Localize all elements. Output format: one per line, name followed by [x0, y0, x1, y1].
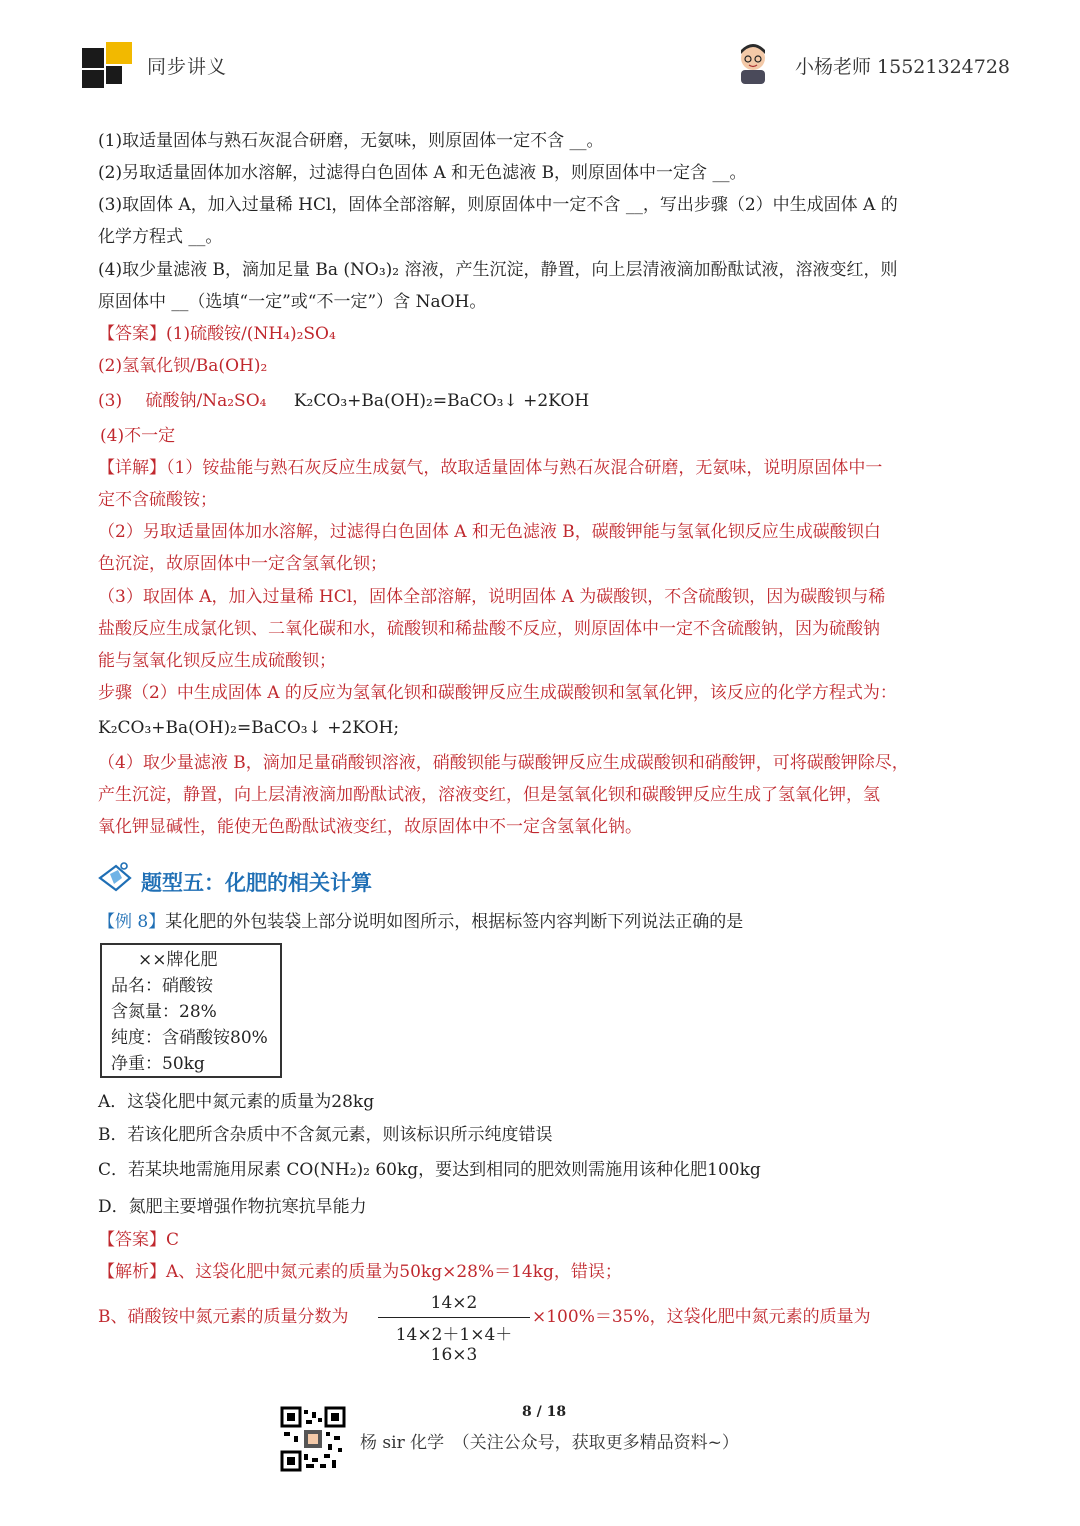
explanation-p1b: 定不含硫酸铵；	[98, 490, 217, 510]
example-8-stem-line	[98, 910, 743, 934]
answer-3-equation: K₂CO₃+Ba(OH)₂=BaCO₃↓ +2KOH	[293, 391, 590, 411]
teacher-avatar	[735, 40, 771, 84]
explanation-p4c: 氧化钾显碱性，能使无色酚酞试液变红，故原固体中不一定含氢氧化钠。	[98, 817, 642, 837]
answer-3-label: (3)	[98, 391, 123, 411]
explanation-p4a: （4）取少量滤液 B，滴加足量硝酸钡溶液，硝酸钡能与碳酸钾反应生成碳酸钡和硝酸钾，可将碳酸钾除尽，	[98, 753, 909, 773]
explanation-equation: K₂CO₃+Ba(OH)₂=BaCO₃↓ +2KOH;	[98, 718, 400, 738]
option-a: A．这袋化肥中氮元素的质量为28kg	[98, 1092, 375, 1112]
qr-code	[280, 1406, 346, 1472]
option-c: C．若某块地需施用尿素 CO(NH₂)₂ 60kg，要达到相同的肥效则需施用该种化肥100kg	[98, 1160, 761, 1180]
explanation-p2a: （2）另取适量固体加水溶解，过滤得白色固体 A 和无色滤液 B，碳酸钾能与氢氧化钡反应生成碳酸钡白	[98, 522, 881, 542]
example-8-answer: 【答案】C	[98, 1230, 180, 1250]
question-part-2: (2)另取适量固体加水溶解，过滤得白色固体 A 和无色滤液 B，则原固体中一定含 __。	[98, 163, 747, 183]
explanation-tag: 【详解】	[98, 458, 166, 478]
analysis-b-prefix: B、硝酸铵中氮元素的质量分数为	[98, 1307, 349, 1327]
brand-logo	[80, 42, 136, 90]
analysis-a: 【解析】A、这袋化肥中氮元素的质量为50kg×28%＝14kg，错误；	[98, 1262, 622, 1282]
label-nitrogen: 含氮量：28%	[111, 1002, 217, 1022]
explanation-p3d: 步骤（2）中生成固体 A 的反应为氢氧化钡和碳酸钾反应生成碳酸钡和氢氧化钾，该反应的化学方程式为：	[98, 683, 897, 703]
explanation-p4b: 产生沉淀，静置，向上层清液滴加酚酞试液，溶液变红，但是氢氧化钡和碳酸钾反应生成了氢氧化钾，氢	[98, 785, 880, 805]
answer-1: (1)硫酸铵/(NH₄)₂SO₄	[166, 324, 336, 344]
answer-3-text: 硫酸钠/Na₂SO₄	[145, 391, 267, 411]
fraction-denominator: 14×2＋1×4＋16×3	[395, 1325, 513, 1365]
explanation-p3b: 盐酸反应生成氯化钡、二氧化碳和水，硫酸钡和稀盐酸不反应，则原固体中一定不含硫酸钠，因为硫酸钠	[98, 619, 880, 639]
section-title: 题型五：化肥的相关计算	[141, 871, 372, 895]
fraction-bar	[378, 1317, 530, 1318]
page-number: 8 / 18	[522, 1404, 567, 1420]
answer-tag: 【答案】	[98, 324, 166, 344]
header-teacher-contact: 小杨老师 15521324728	[795, 56, 1011, 78]
answer-line-1	[98, 322, 336, 346]
option-b: B．若该化肥所含杂质中不含氮元素，则该标识所示纯度错误	[98, 1125, 553, 1145]
explanation-p1a: （1）铵盐能与熟石灰反应生成氨气，故取适量固体与熟石灰混合研磨，无氨味，说明原固体中一	[166, 458, 883, 478]
fraction-numerator: 14×2	[430, 1293, 478, 1313]
fertilizer-label-box	[100, 943, 282, 1078]
label-purity: 纯度：含硝酸铵80%	[111, 1028, 268, 1048]
question-part-4-line1: (4)取少量滤液 B，滴加足量 Ba (NO₃)₂ 溶液，产生沉淀，静置，向上层清液滴加酚酞试液，溶液变红，则	[98, 260, 898, 280]
explanation-p2b: 色沉淀，故原固体中一定含氢氧化钡；	[98, 554, 387, 574]
header-brand-text: 同步讲义	[147, 56, 228, 78]
explanation-line-1	[98, 456, 882, 480]
label-name: 品名：硝酸铵	[111, 976, 213, 996]
label-brand: ××牌化肥	[138, 950, 218, 970]
question-part-4-line2: 原固体中 __（选填“一定”或“不一定”）含 NaOH。	[98, 292, 487, 312]
answer-line-3	[98, 389, 589, 413]
question-part-3-line2: 化学方程式 __。	[98, 227, 223, 247]
answer-2: (2)氢氧化钡/Ba(OH)₂	[98, 356, 268, 376]
question-part-1: (1)取适量固体与熟石灰混合研磨，无氨味，则原固体一定不含 __。	[98, 131, 604, 151]
question-part-3-line1: (3)取固体 A，加入过量稀 HCl，固体全部溶解，则原固体中一定不含 __，写出步骤（2）中生成固体 A 的	[98, 195, 898, 215]
flask-icon	[96, 860, 134, 896]
footer-text: 杨 sir 化学 （关注公众号，获取更多精品资料~）	[360, 1433, 739, 1453]
option-d: D．氮肥主要增强作物抗寒抗旱能力	[98, 1197, 367, 1217]
example-8-stem: 某化肥的外包装袋上部分说明如图所示，根据标签内容判断下列说法正确的是	[165, 912, 744, 932]
example-8-tag: 【例 8】	[98, 912, 166, 932]
analysis-b-suffix: ×100%＝35%，这袋化肥中氮元素的质量为	[532, 1307, 871, 1327]
explanation-p3a: （3）取固体 A，加入过量稀 HCl，固体全部溶解，说明固体 A 为碳酸钡，不含硫酸钡，因为碳酸钡与稀	[98, 587, 886, 607]
label-weight: 净重：50kg	[111, 1054, 205, 1074]
explanation-p3c: 能与氢氧化钡反应生成硫酸钡；	[98, 651, 336, 671]
answer-4: (4)不一定	[100, 426, 176, 446]
